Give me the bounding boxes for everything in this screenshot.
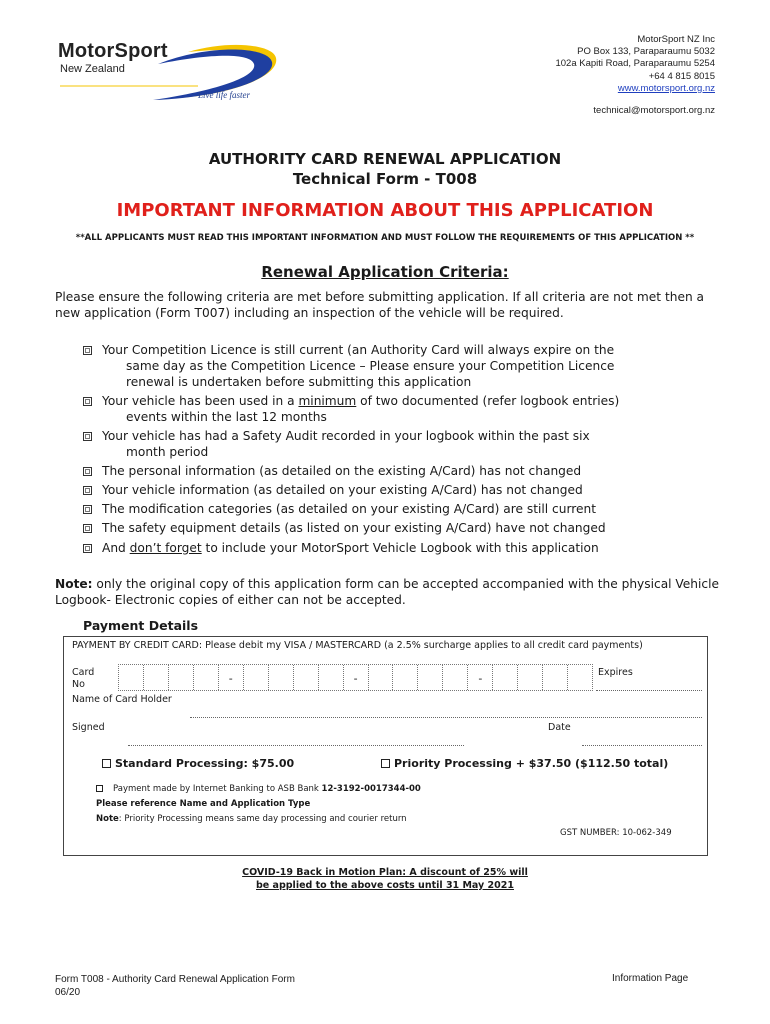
po-box: PO Box 133, Paraparaumu 5032 <box>577 46 715 58</box>
cardholder-field[interactable] <box>190 717 702 718</box>
form-title: AUTHORITY CARD RENEWAL APPLICATION <box>208 150 562 168</box>
criteria-item: The personal information (as detailed on the existing A/Card) has not changed <box>82 464 722 480</box>
footer-form-info: Form T008 - Authority Card Renewal Application Form 06/20 <box>55 974 295 998</box>
logo-name: MotorSport <box>58 40 168 62</box>
street-address: 102a Kapiti Road, Paraparaumu 5254 <box>555 58 715 70</box>
checkbox[interactable] <box>83 432 92 441</box>
checkbox[interactable] <box>83 486 92 495</box>
credit-card-text: PAYMENT BY CREDIT CARD: Please debit my VISA / MASTERCARD (a 2.5% surcharge applies to all credit card payments) <box>72 640 643 651</box>
address-block <box>555 34 715 117</box>
expires-field[interactable] <box>596 690 702 691</box>
cardholder-label: Name of Card Holder <box>72 694 172 705</box>
note-paragraph: Note: only the original copy of this application form can be accepted accompanied with the physical Vehicle Logbook- Electronic copies of either can not be accepted. <box>55 577 719 607</box>
checkbox[interactable] <box>83 544 92 553</box>
standard-checkbox[interactable] <box>102 759 111 768</box>
bank-checkbox[interactable] <box>96 785 103 792</box>
date-label: Date <box>548 722 571 733</box>
covid-discount-notice: COVID-19 Back in Motion Plan: A discount of 25% will be applied to the above costs until 31 May 2021 <box>242 867 528 891</box>
expires-label: Expires <box>598 667 633 678</box>
priority-option[interactable]: Priority Processing + $37.50 ($112.50 total) <box>381 757 668 770</box>
checkbox[interactable] <box>83 397 92 406</box>
criteria-item: The modification categories (as detailed on your existing A/Card) are still current <box>82 502 722 518</box>
criteria-item: Your vehicle information (as detailed on your existing A/Card) has not changed <box>82 483 722 499</box>
card-number-field[interactable] <box>118 664 593 691</box>
all-applicants-notice: **ALL APPLICANTS MUST READ THIS IMPORTANT INFORMATION AND MUST FOLLOW THE REQUIREMENTS OF THIS APPLICATION ** <box>75 233 695 243</box>
priority-checkbox[interactable] <box>381 759 390 768</box>
criteria-heading: Renewal Application Criteria: <box>261 263 509 281</box>
card-separator: - <box>344 665 369 690</box>
logo-tagline: Live life faster <box>198 90 250 100</box>
signature-field[interactable] <box>128 745 464 746</box>
checkbox[interactable] <box>83 524 92 533</box>
email: technical@motorsport.org.nz <box>593 105 715 117</box>
checkbox[interactable] <box>83 346 92 355</box>
website-link[interactable]: www.motorsport.org.nz <box>617 82 715 94</box>
criteria-item: The safety equipment details (as listed on your existing A/Card) have not changed <box>82 521 722 537</box>
date-field[interactable] <box>582 745 702 746</box>
phone: +64 4 815 8015 <box>648 70 715 82</box>
checkbox[interactable] <box>83 505 92 514</box>
priority-note: Note: Priority Processing means same day processing and courier return <box>96 814 407 824</box>
reference-text: Please reference Name and Application Type <box>96 799 311 809</box>
criteria-item: And don’t forget to include your MotorSport Vehicle Logbook with this application <box>82 541 722 557</box>
criteria-item: Your Competition Licence is still current (an Authority Card will always expire on the same day as the Competition Licence – Please ensure your Competition Licence renewal is undertaken before submitting this application <box>82 343 722 390</box>
criteria-checklist <box>82 343 722 560</box>
gst-number: GST NUMBER: 10-062-349 <box>560 828 672 838</box>
criteria-item: Your vehicle has had a Safety Audit recorded in your logbook within the past six month period <box>82 429 722 461</box>
card-separator: - <box>219 665 244 690</box>
card-no-label: Card No <box>72 667 95 690</box>
intro-paragraph: Please ensure the following criteria are met before submitting application. If all criteria are not met then a new application (Form T007) including an inspection of the vehicle will be required. <box>55 290 705 320</box>
criteria-item: Your vehicle has been used in a minimum of two documented (refer logbook entries) events within the last 12 months <box>82 394 722 426</box>
standard-option[interactable]: Standard Processing: $75.00 <box>102 757 294 770</box>
card-separator: - <box>468 665 493 690</box>
form-subtitle: Technical Form - T008 <box>292 170 478 188</box>
bank-payment-option[interactable]: Payment made by Internet Banking to ASB Bank 12-3192-0017344-00 <box>96 784 421 794</box>
important-heading: IMPORTANT INFORMATION ABOUT THIS APPLICATION <box>116 200 654 221</box>
footer-page-label: Information Page <box>612 973 689 984</box>
signed-label: Signed <box>72 722 105 733</box>
logo-subtitle: New Zealand <box>60 63 125 75</box>
checkbox[interactable] <box>83 467 92 476</box>
org-name: MotorSport NZ Inc <box>637 34 715 45</box>
payment-heading: Payment Details <box>83 618 199 633</box>
